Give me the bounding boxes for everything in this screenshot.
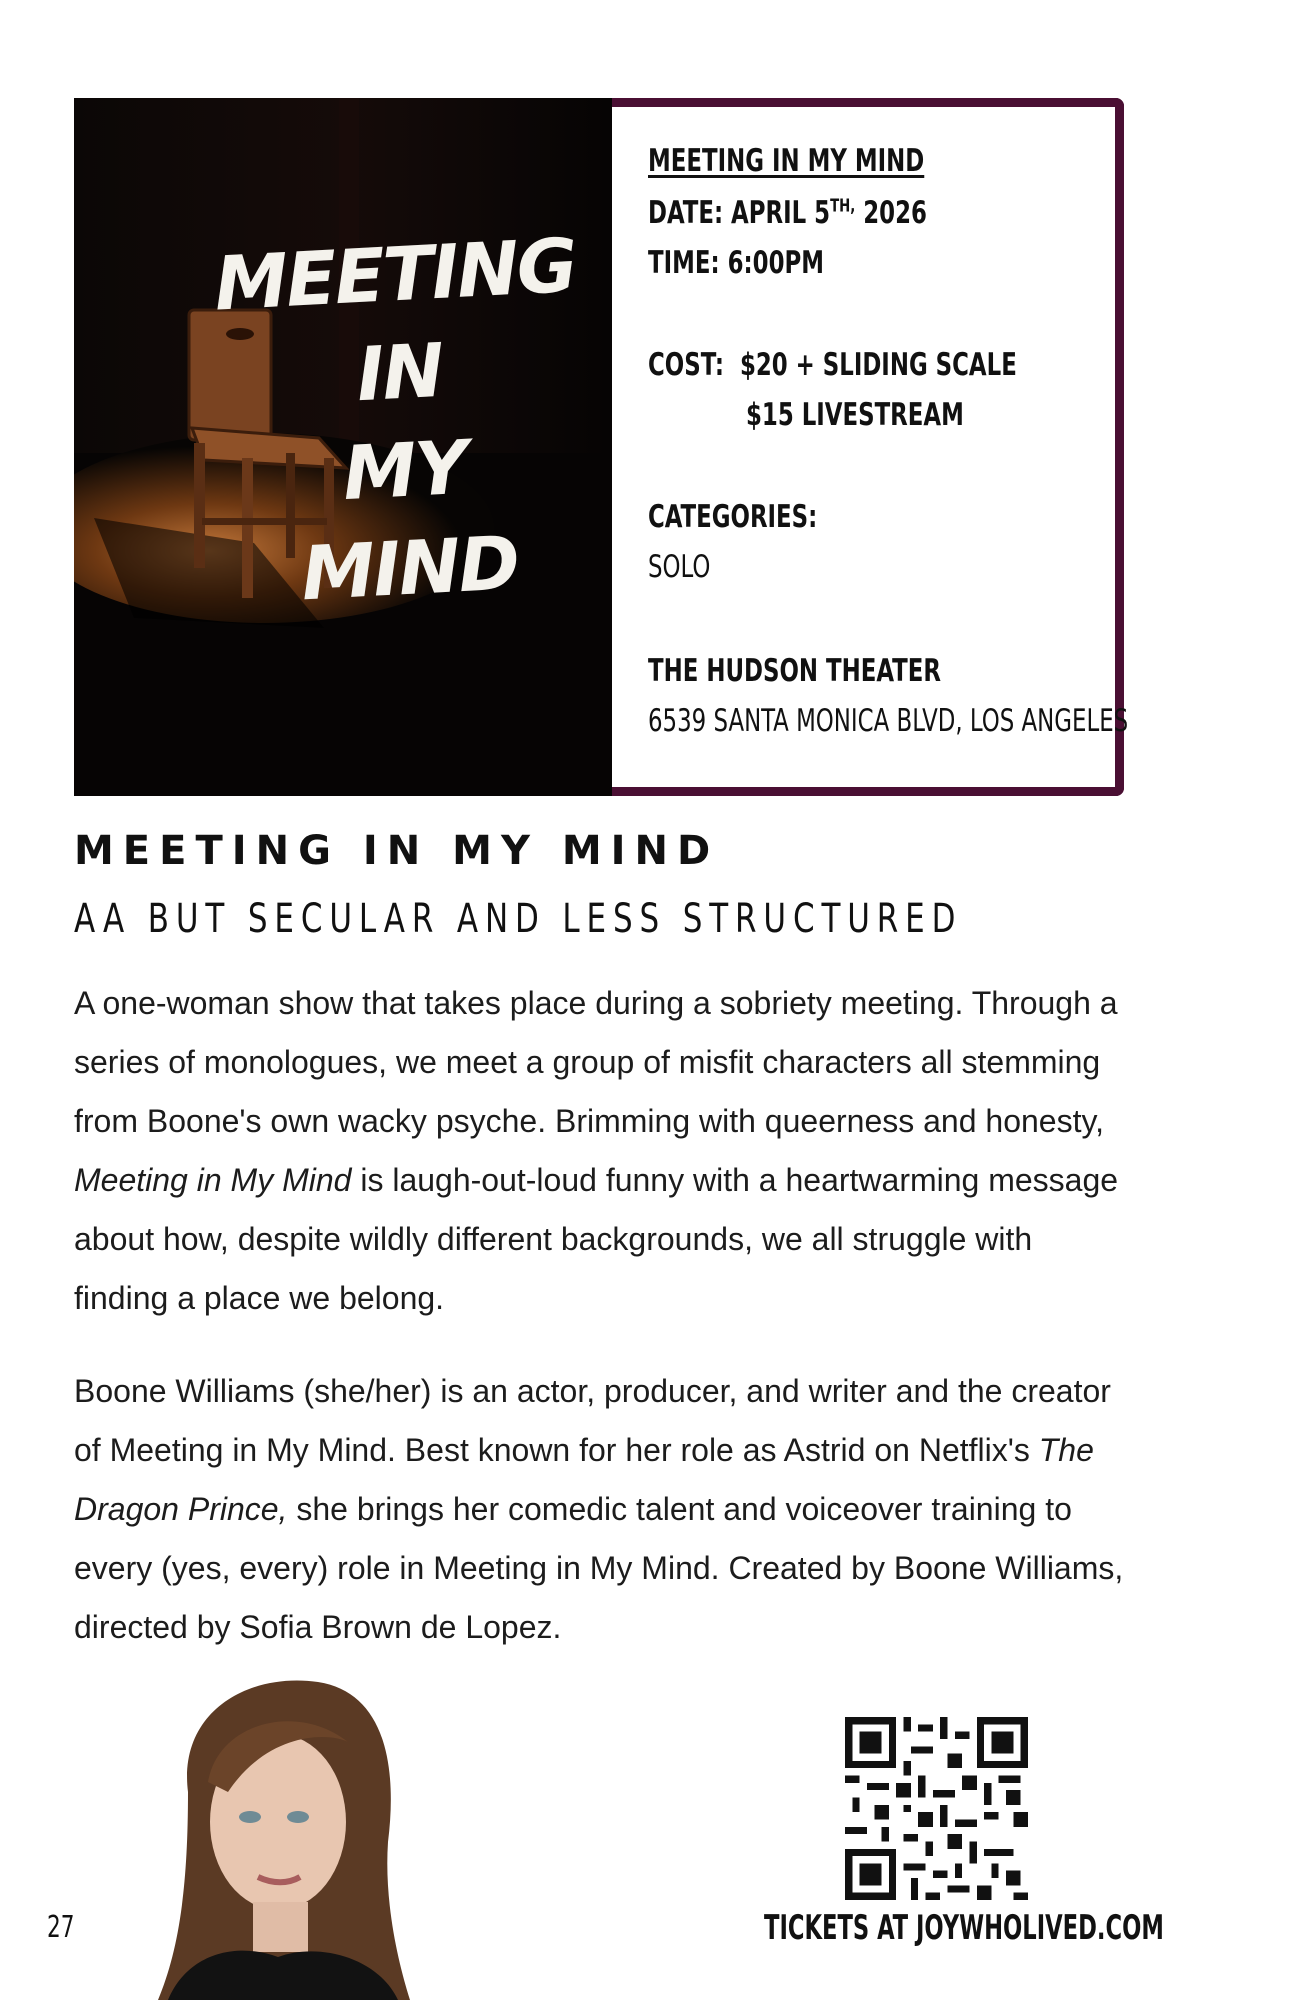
event-info-box	[612, 98, 1129, 796]
info-venue-name: THE HUDSON THEATER	[648, 653, 941, 689]
performer-portrait	[148, 1672, 428, 2000]
show-poster	[74, 98, 612, 796]
info-show-title: MEETING IN MY MIND	[648, 143, 925, 179]
poster-title-line: MIND	[299, 520, 521, 618]
date-text: DATE: APRIL 5	[648, 195, 831, 231]
info-cost-livestream: $15 LIVESTREAM	[746, 397, 964, 433]
info-categories-value: SOLO	[648, 549, 711, 585]
date-ordinal: TH,	[830, 195, 856, 217]
description-paragraph	[74, 974, 1134, 1328]
page-number: 27	[47, 1910, 75, 1945]
bio-show-title: The Dragon Prince,	[74, 1432, 1094, 1527]
bio-text: Boone Williams (she/her) is an actor, producer, and writer and the creator of Meeting in My Mind. Best known for her role as Astrid on Netflix's	[74, 1373, 1111, 1468]
info-categories-label: CATEGORIES:	[648, 499, 818, 535]
description-text: A one-woman show that takes place during a sobriety meeting. Through a series of monologues, we meet a group of misfit characters all stemming from Boone's own wacky psyche. Brimming with queerness and honesty,	[74, 985, 1118, 1139]
tickets-qr-code[interactable]	[845, 1717, 1028, 1900]
description-show-title: Meeting in My Mind	[74, 1162, 352, 1198]
bio-paragraph	[74, 1362, 1134, 1657]
section-title: MEETING IN MY MIND	[74, 828, 720, 874]
info-time: TIME: 6:00PM	[648, 245, 825, 281]
info-cost: COST: $20 + SLIDING SCALE	[648, 347, 1017, 383]
section-subtitle: AA BUT SECULAR AND LESS STRUCTURED	[74, 896, 963, 942]
poster-title-line: MY	[340, 424, 469, 518]
info-date	[648, 193, 927, 233]
poster-title	[212, 217, 592, 627]
bio-text: she brings her comedic talent and voiceover training to every (yes, every) role in Meeting in My Mind. Created by Boone Williams, directed by Sofia Brown de Lopez.	[74, 1491, 1124, 1645]
info-venue-address: 6539 SANTA MONICA BLVD, LOS ANGELES	[648, 703, 1129, 739]
poster-title-line: IN	[354, 327, 445, 419]
date-year: 2026	[855, 195, 927, 231]
tickets-link[interactable]: TICKETS AT JOYWHOLIVED.COM	[764, 1908, 1164, 1948]
description-text: is laugh-out-loud funny with a heartwarming message about how, despite wildly different backgrounds, we all struggle with finding a place we belong.	[74, 1162, 1119, 1316]
poster-title-line: MEETING	[212, 222, 578, 328]
